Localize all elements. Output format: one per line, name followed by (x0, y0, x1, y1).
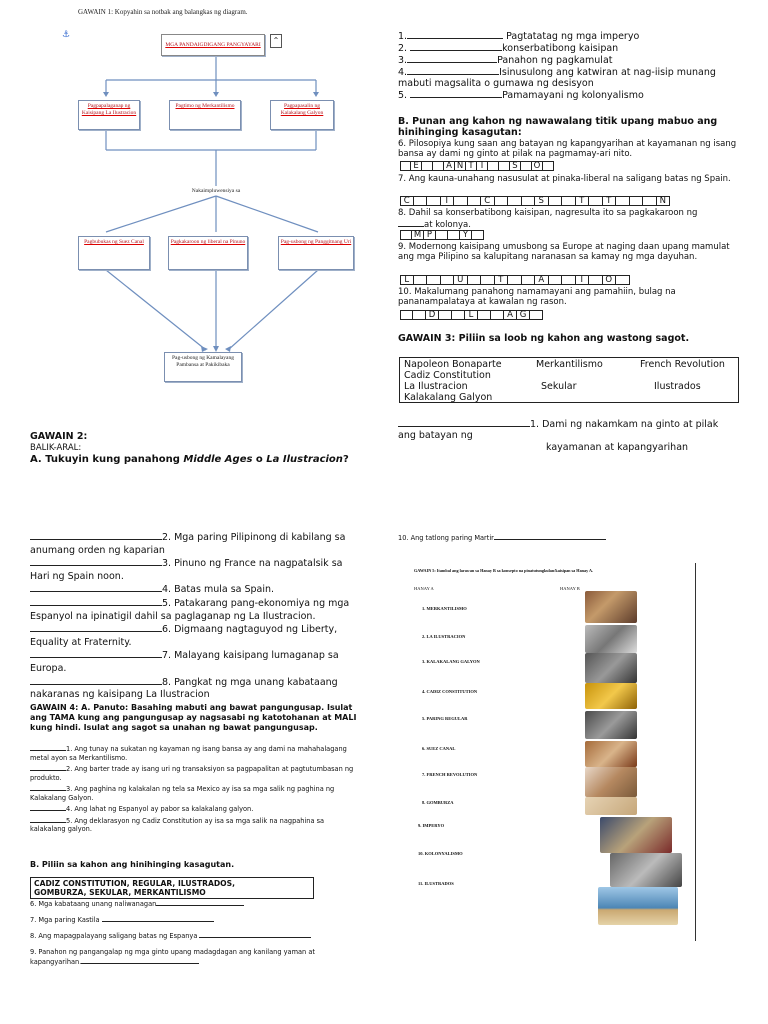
letter-cell (562, 275, 576, 285)
letter-cell (630, 196, 644, 206)
letter-cell: A (444, 161, 455, 171)
gawain2-heading: GAWAIN 2: (30, 431, 88, 442)
letter-cell (522, 196, 536, 206)
gawain4-heading: GAWAIN 4: A. Panuto: Basahing mabuti ang bawat pangungusap. Isulat ang TAMA kung ang pangungusap ay nagsasabi ng katotohanan at MALI kung hindi. Isulat ang sagot sa unahan ng bawat pangungusap. (30, 703, 357, 732)
list-item: 4. Batas mula sa Spain. (30, 583, 360, 597)
list-item: 3. KALAKALANG GALYON (422, 659, 480, 664)
list-item: 3. Pinuno ng France na nagpatalsik sa Hari ng Spain noon. (30, 558, 343, 582)
diagram-box-suez: Pagbubukas ng Suez Canal (78, 236, 150, 270)
letter-cell (413, 310, 426, 320)
letter-cell: U (454, 275, 468, 285)
letter-cell: O (532, 161, 543, 171)
diagram-bottom-box: Pag-usbong ng Kamalayang Pambansa at Pakikibaka (164, 352, 242, 382)
list-item: 8. Ang mapagpalayang saligang batas ng Espanya (30, 931, 360, 948)
image-painting-market (585, 591, 637, 623)
diagram-connectors (56, 0, 374, 392)
image-crowd-photo (610, 853, 682, 887)
letter-cell: M (412, 230, 424, 240)
letter-cell: N (455, 161, 466, 171)
list-item: 3. Ang paghina ng kalakalan ng tela sa Mexico ay isa sa mga salik ng paghina ng Kalakalang Galyon. (30, 785, 335, 802)
letter-cell (454, 196, 468, 206)
gawain3-question-1: 1. Dami ng nakamkam na ginto at pilak ang batayan ng (398, 419, 719, 441)
diagram-top-box: MGA PANDAIGDIGANG PANGYAYARI (161, 34, 265, 56)
letter-cell (522, 275, 536, 285)
letter-cell: C (400, 196, 414, 206)
letter-cell: T (466, 161, 477, 171)
letter-cell: S (535, 196, 549, 206)
question-7: 7. Ang kauna-unahang nasusulat at pinaka-liberal na saligang batas ng Spain. (398, 174, 731, 184)
diagram-box-galyon: Pagpapasalin ng Kalakalang Galyon (270, 100, 334, 130)
image-galleon-ship (585, 767, 637, 797)
letter-cell (436, 230, 448, 240)
section-b-heading: B. Punan ang kahon ng nawawalang titik upang mabuo ang hinihinging kasagutan: (398, 116, 718, 138)
letter-grid-9 (400, 275, 630, 285)
right-list (398, 30, 738, 101)
list-item: 10. KOLONYALISMO (418, 851, 463, 856)
list-item: 1. MERKANTILISMO (422, 606, 467, 611)
letter-cell (616, 275, 630, 285)
gawain3-choices-box: Napoleon Bonaparte Merkantilismo French Revolution Cadiz Constitution La Ilustracion Sekular Ilustrados Kalakalang Galyon (399, 357, 739, 403)
column-a-header: HANAY A (414, 586, 434, 591)
question-10: 10. Makalumang panahong namamayani ang pamahiin, bulag na pananampalataya at kawalan ng rason. (398, 287, 676, 307)
letter-cell (589, 275, 603, 285)
list-item: 4. Ang lahat ng Espanyol ay pabor sa kalakalang galyon. (30, 804, 360, 814)
list-item: 11. ILUSTRADOS (418, 881, 454, 886)
letter-cell: Y (460, 230, 472, 240)
letter-cell (472, 230, 484, 240)
list-item: 4. CADIZ CONSTITUTION (422, 689, 478, 694)
letter-grid-6 (400, 161, 554, 171)
letter-cell (441, 275, 455, 285)
letter-cell (468, 275, 482, 285)
letter-cell (491, 310, 504, 320)
list-item: 8. Pangkat ng mga unang kabataang nakaranas ng kaisipang La Ilustracion (30, 676, 338, 701)
gawain3-question-1-cont: kayamanan at kapangyarihan (546, 442, 689, 453)
image-revolution-painting (600, 817, 672, 853)
gawain5-panel (400, 563, 696, 941)
question-9: 9. Modernong kaisipang umusbong sa Europe at naging daan upang mamulat ang mga Pilipino sa kalupitang naranasan sa kamay ng mga dayuhan. (398, 242, 730, 262)
question-8: 8. Dahil sa konserbatibong kaisipan, nagresulta ito sa pagkakaroon ng at kolonya. (398, 208, 698, 230)
letter-grid-7 (400, 196, 670, 206)
letter-cell (422, 161, 433, 171)
letter-cell: D (426, 310, 439, 320)
list-item: 5. Patakarang pang-ekonomiya ng mga Espanyol na ipinatigil dahil sa paglaganap ng La Ilustracion. (30, 597, 350, 622)
letter-cell: L (465, 310, 478, 320)
letter-cell: T (495, 275, 509, 285)
gawain2-subheading: BALIK-ARAL: (30, 443, 82, 453)
list-item: 2. LA ILUSTRACION (422, 634, 466, 639)
letter-cell: O (603, 275, 617, 285)
letter-cell (400, 310, 413, 320)
letter-grid-8 (400, 230, 484, 240)
gawain4-b-choices-box: CADIZ CONSTITUTION, REGULAR, ILUSTRADOS, GOMBURZA, SEKULAR, MERKANTILISMO (30, 877, 314, 899)
gawain2-instruction: A. Tukuyin kung panahong Middle Ages o La Ilustracion? (30, 454, 349, 465)
letter-cell: I (477, 161, 488, 171)
list-item: 2. Mga paring Pilipinong di kabilang sa anumang orden ng kaparian (30, 532, 346, 556)
letter-cell: A (535, 275, 549, 285)
letter-cell (400, 161, 411, 171)
list-item: 6. SUEZ CANAL (422, 746, 456, 751)
letter-cell: T (576, 196, 590, 206)
list-item: 6. Digmaang nagtaguyod ng Liberty, Equality at Fraternity. (30, 624, 338, 648)
diagram-box-merkantilismo: Pagtimo ng Merkantilismo (169, 100, 241, 130)
letter-cell: N (657, 196, 671, 206)
letter-cell: I (576, 275, 590, 285)
list-item: 7. Malayang kaisipang lumaganap sa Europa. (30, 650, 339, 674)
list-item: 5. Pamamayani ng kolonyalismo (398, 90, 644, 101)
diagram-panel (56, 0, 374, 392)
letter-cell: G (517, 310, 530, 320)
image-suez-canal (598, 887, 678, 925)
letter-grid-10 (400, 310, 543, 320)
letter-cell: T (603, 196, 617, 206)
image-goods (585, 741, 637, 767)
gawain4-b-list (30, 899, 360, 966)
letter-cell (562, 196, 576, 206)
letter-cell (452, 310, 465, 320)
letter-cell (530, 310, 543, 320)
letter-cell (414, 196, 428, 206)
gawain5-heading: GAWAIN 5: Itambal ang larawan sa Hanay B sa konsepto na pinatutungkulan/kaisipan sa Hanay A. (414, 568, 594, 573)
letter-cell (508, 275, 522, 285)
letter-cell (448, 230, 460, 240)
gawain4-b-heading: B. Piliin sa kahon ang hinihinging kasagutan. (30, 860, 235, 869)
letter-cell (549, 196, 563, 206)
list-item: 1. Pagtatatag ng mga imperyo (398, 31, 640, 42)
diagram-title: GAWAIN 1: Kopyahin sa notbak ang balangkas ng diagram. (78, 8, 248, 16)
letter-cell (521, 161, 532, 171)
letter-cell (427, 275, 441, 285)
letter-cell (414, 275, 428, 285)
letter-cell (549, 275, 563, 285)
list-item: 8. GOMBURZA (422, 800, 454, 805)
letter-cell: C (481, 196, 495, 206)
list-item: 2. konserbatibong kaisipan (398, 43, 619, 54)
list-item: 1. Ang tunay na sukatan ng kayaman ng isang bansa ay ang dami na mahahalagang metal ayon sa Merkantilismo. (30, 745, 347, 762)
letter-cell (643, 196, 657, 206)
gawain4-b-item-10: 10. Ang tatlong paring Martir (398, 533, 606, 543)
letter-cell (439, 310, 452, 320)
image-friars (585, 711, 637, 739)
list-item: 5. PARING REGULAR (422, 716, 468, 721)
text-box-handle-icon[interactable]: ⌃ (270, 34, 282, 48)
letter-cell (488, 161, 499, 171)
letter-cell (478, 310, 491, 320)
list-item: 3. Panahon ng pagkamulat (398, 55, 613, 66)
gawain2-list (30, 531, 360, 702)
letter-cell (543, 161, 554, 171)
list-item: 9. IMPERYO (418, 823, 445, 828)
image-portrait-group (585, 653, 637, 683)
image-gold-bars (585, 683, 637, 709)
image-engraving-crowd (585, 625, 637, 653)
diagram-box-panggitnang: Pag-usbong ng Panggitnang Uri (278, 236, 354, 270)
letter-cell (508, 196, 522, 206)
list-item: 4. Isinusulong ang katwiran at nag-iisip munang mabuti magsalita o gumawa ng desisyon (398, 67, 716, 89)
letter-cell (400, 230, 412, 240)
letter-cell (427, 196, 441, 206)
letter-cell (433, 161, 444, 171)
question-6: 6. Pilosopiya kung saan ang batayan ng kapangyarihan at kayamanan ng isang bansa ay dami ng ginto at pilak na pagmamay-ari nito. (398, 139, 737, 159)
diagram-box-ilustracion: Pagpapalaganap ng Kaisipang La Ilustracion (78, 100, 140, 130)
letter-cell: S (510, 161, 521, 171)
list-item: 9. Panahon ng pangangalap ng mga ginto upang madagdagan ang kanilang yaman at kapangyarihan. (30, 948, 315, 966)
anchor-icon: ⚓ (62, 30, 71, 40)
letter-cell: L (400, 275, 414, 285)
letter-cell (589, 196, 603, 206)
list-item: 7. Mga paring Kastila (30, 915, 360, 931)
list-item: 2. Ang barter trade ay isang uri ng transaksiyon sa pagpapalitan at pagtutumbasan ng produkto. (30, 765, 354, 782)
list-item: 7. FRENCH REVOLUTION (422, 772, 478, 777)
letter-cell: P (424, 230, 436, 240)
gawain3-heading: GAWAIN 3: Piliin sa loob ng kahon ang wastong sagot. (398, 333, 690, 344)
letter-cell (495, 196, 509, 206)
image-document (585, 797, 637, 815)
letter-cell: A (504, 310, 517, 320)
letter-cell (481, 275, 495, 285)
letter-cell (468, 196, 482, 206)
letter-cell: E (411, 161, 422, 171)
gawain4-list (30, 744, 360, 834)
diagram-middle-label: Nakaimpluwensiya sa (191, 188, 241, 194)
letter-cell (499, 161, 510, 171)
list-item: 5. Ang deklarasyon ng Cadiz Constitution ay isa sa mga salik na nagpahina sa kalakalang galyon. (30, 816, 325, 833)
letter-cell: I (441, 196, 455, 206)
diagram-box-liberal: Pagkakaroon ng liberal na Pinuno (168, 236, 248, 270)
list-item: 6. Mga kabataang unang naliwanagan (30, 899, 360, 915)
letter-cell (616, 196, 630, 206)
column-b-header: HANAY B (560, 586, 580, 591)
